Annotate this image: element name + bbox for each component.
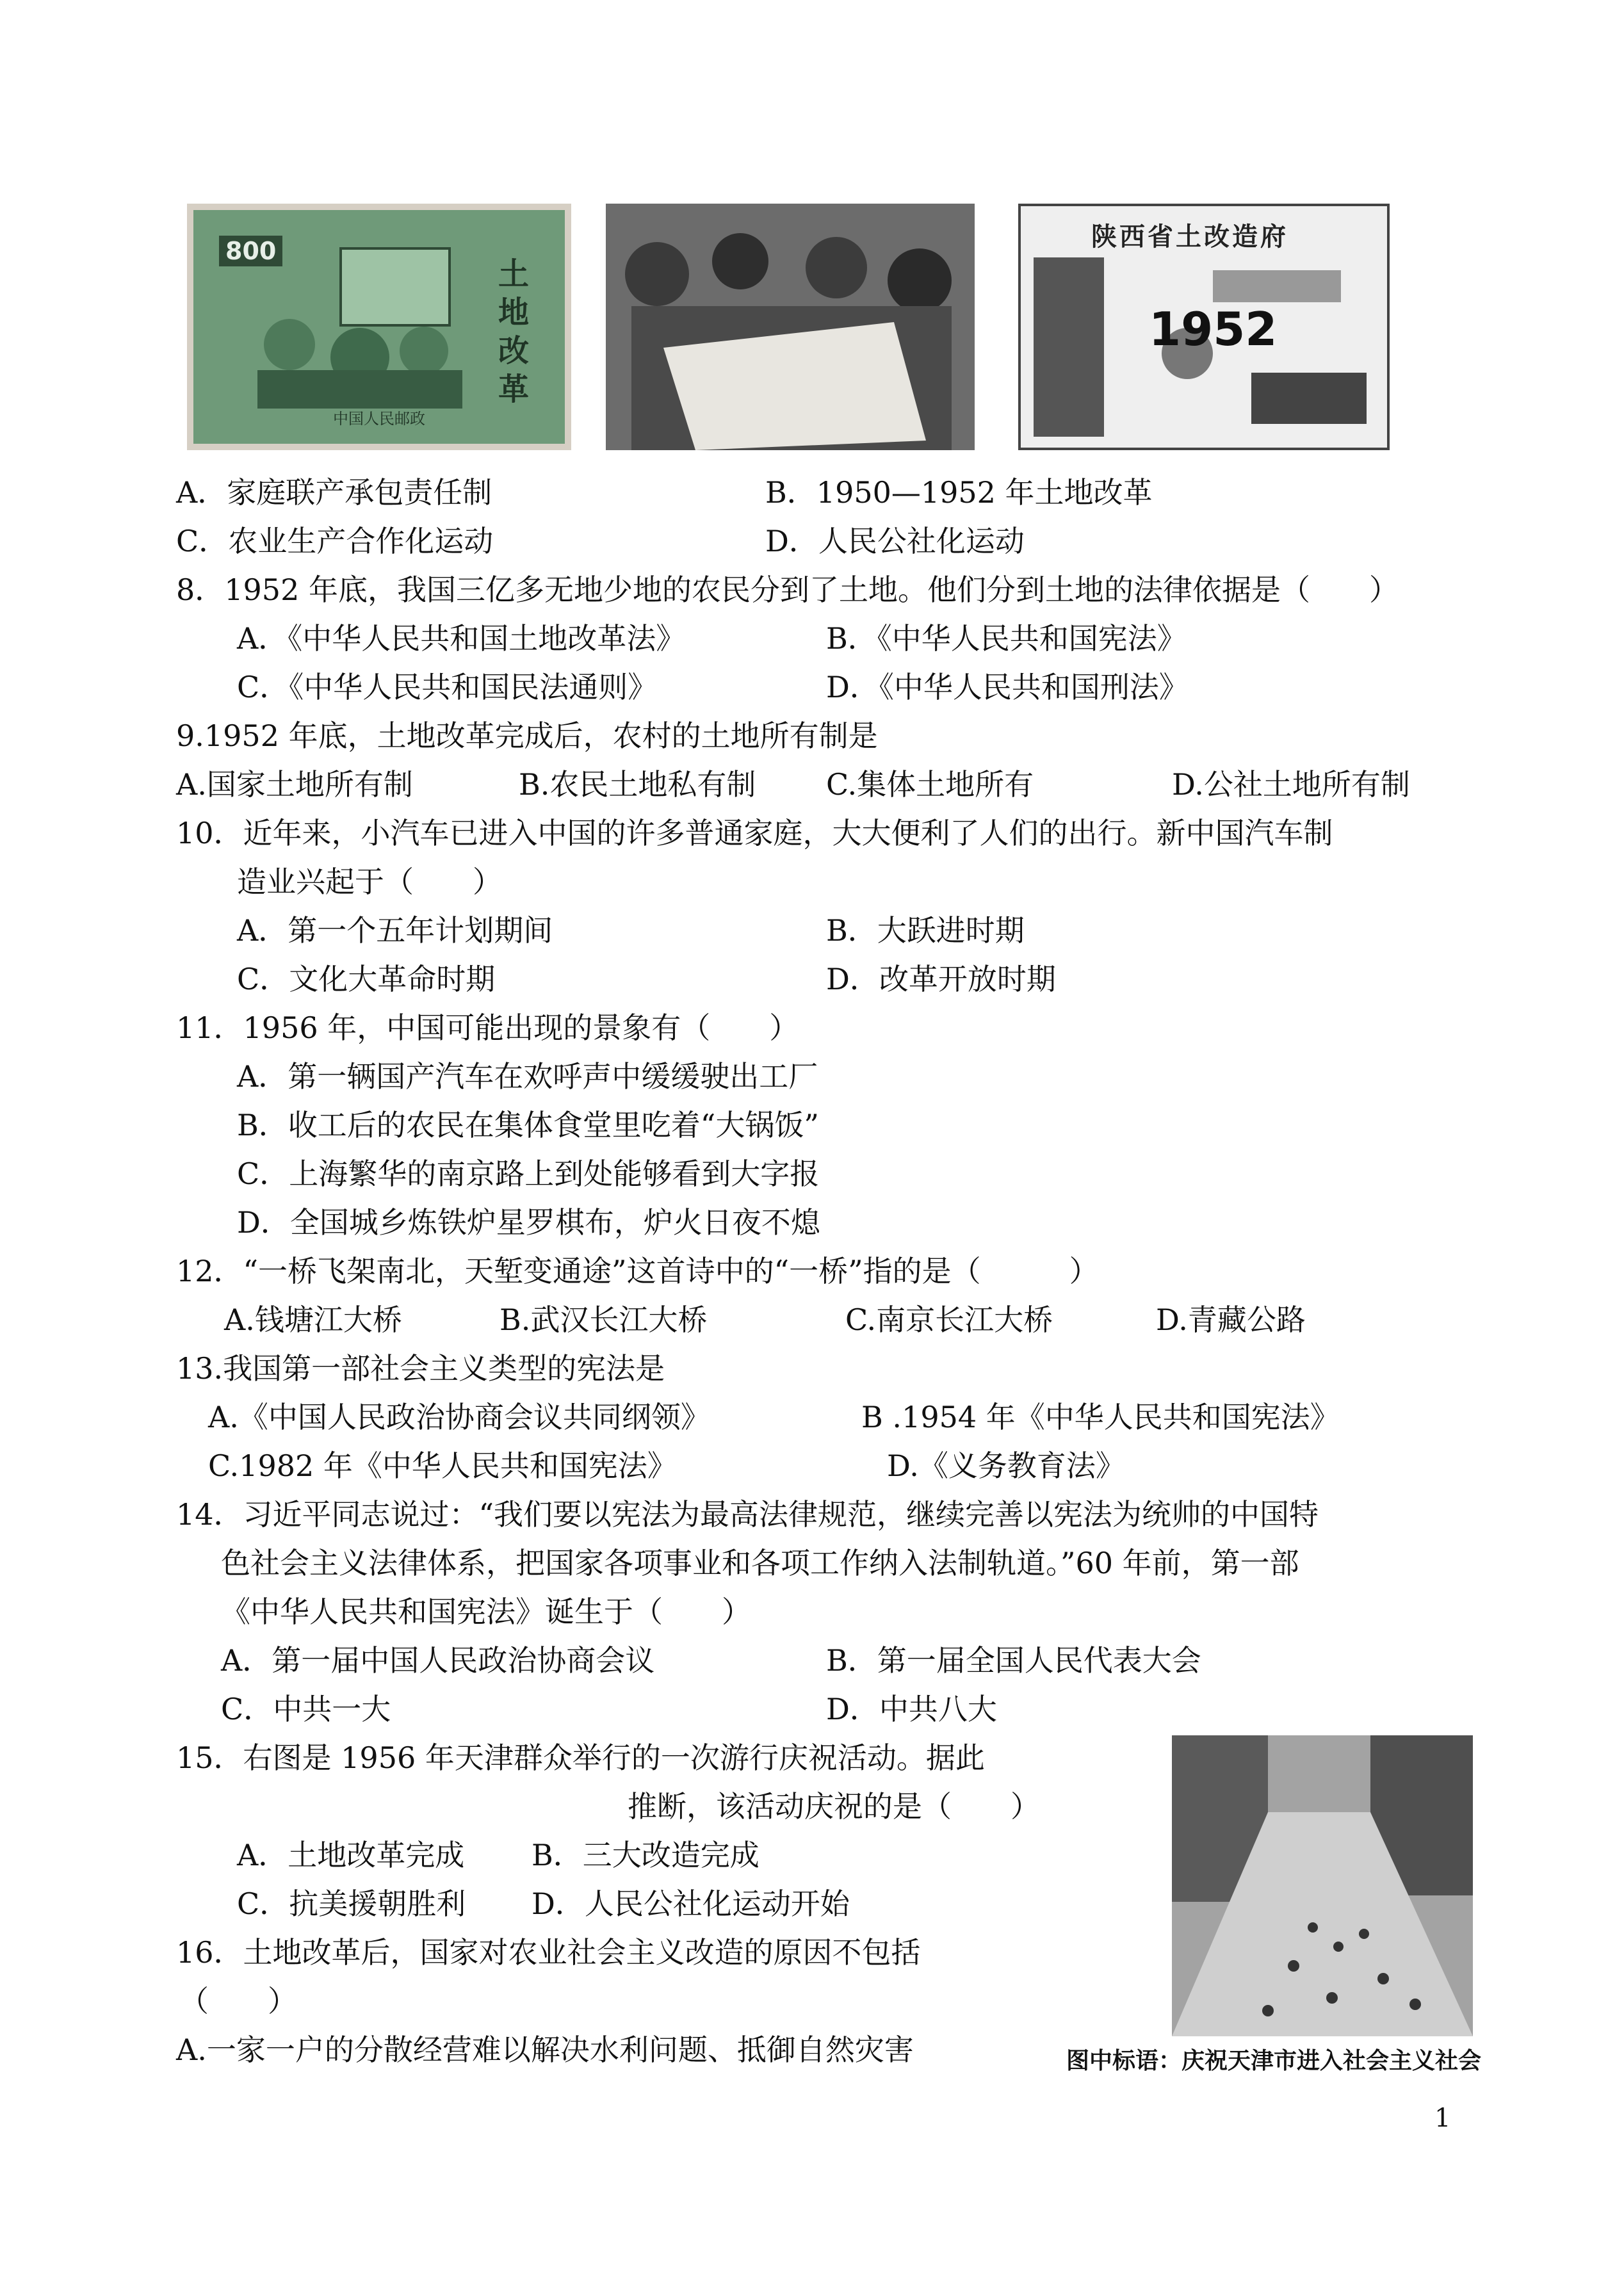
q13-option-b: B .1954 年《中华人民共和国宪法》 [861, 1400, 1340, 1434]
q16-answer-paren: （ ） [179, 1984, 297, 2018]
poster-title: 陕西省土改造府 [1091, 222, 1288, 252]
q12-stem: 12．“一桥飞架南北，天堑变通途”这首诗中的“一桥”指的是（ ） [176, 1254, 1099, 1288]
crowd-photo-graphic [606, 204, 975, 450]
q7-option-a: A．家庭联产承包责任制 [176, 475, 492, 510]
q11-option-a: A．第一辆国产汽车在欢呼声中缓缓驶出工厂 [237, 1059, 818, 1094]
q14-option-d: D．中共八大 [826, 1692, 997, 1726]
q15-option-b: B．三大改造完成 [532, 1838, 759, 1872]
q8-option-c: C．《中华人民共和国民法通则》 [237, 670, 658, 704]
stamp-vertical-text: 土地改革 [498, 256, 529, 407]
page-number: 1 [1434, 2104, 1451, 2133]
q11-option-d: D．全国城乡炼铁炉星罗棋布，炉火日夜不熄 [237, 1205, 820, 1240]
q15-option-d: D．人民公社化运动开始 [532, 1886, 850, 1921]
q10-option-b: B．大跃进时期 [826, 913, 1025, 948]
q12-option-d: D.青藏公路 [1156, 1302, 1306, 1337]
q9-option-b: B.农民土地私有制 [519, 767, 756, 802]
q12-option-b: B.武汉长江大桥 [499, 1302, 708, 1337]
q14-stem-line2: 色社会主义法律体系，把国家各项事业和各项工作纳入法制轨道。”60 年前，第一部 [221, 1546, 1299, 1580]
q8-option-a: A．《中华人民共和国土地改革法》 [237, 621, 686, 656]
q15-stem-line2: 推断，该活动庆祝的是（ ） [628, 1789, 1040, 1824]
q8-stem: 8．1952 年底，我国三亿多无地少地的农民分到了土地。他们分到土地的法律依据是（ ） [176, 572, 1399, 607]
q7-option-d: D．人民公社化运动 [765, 524, 1025, 558]
q14-option-c: C．中共一大 [221, 1692, 391, 1726]
poster-year: 1952 [1149, 302, 1278, 356]
q16-stem: 16．土地改革后，国家对农业社会主义改造的原因不包括 [176, 1935, 921, 1970]
land-reform-stamp-image [187, 204, 571, 450]
q12-option-c: C.南京长江大桥 [845, 1302, 1053, 1337]
q14-stem-line1: 14．习近平同志说过：“我们要以宪法为最高法律规范，继续完善以宪法为统帅的中国特 [176, 1497, 1319, 1532]
q10-stem-line1: 10．近年来，小汽车已进入中国的许多普通家庭，大大便利了人们的出行。新中国汽车制 [176, 816, 1333, 850]
q11-option-c: C．上海繁华的南京路上到处能够看到大字报 [237, 1156, 820, 1191]
q9-option-c: C.集体土地所有 [826, 767, 1034, 802]
q13-option-d: D.《义务教育法》 [887, 1448, 1125, 1483]
q7-option-b: B．1950—1952 年土地改革 [765, 475, 1153, 510]
q11-stem: 11．1956 年，中国可能出现的景象有（ ） [176, 1010, 799, 1045]
stamp-footer: 中国人民邮政 [333, 410, 425, 428]
tianjin-photo-caption: 图中标语：庆祝天津市进入社会主义社会 [1066, 2048, 1482, 2074]
q12-option-a: A.钱塘江大桥 [224, 1302, 402, 1337]
parade-photo-graphic [1172, 1735, 1473, 2036]
q14-stem-line3: 《中华人民共和国宪法》诞生于（ ） [221, 1594, 751, 1629]
q10-option-d: D．改革开放时期 [826, 962, 1056, 996]
tianjin-parade-photo [1172, 1735, 1473, 2036]
newspaper-crowd-photo [606, 204, 975, 450]
q9-option-a: A.国家土地所有制 [176, 767, 413, 802]
q13-stem: 13.我国第一部社会主义类型的宪法是 [176, 1351, 665, 1386]
q8-option-b: B．《中华人民共和国宪法》 [826, 621, 1187, 656]
stamp-value: 800 [219, 236, 282, 266]
q9-stem: 9.1952 年底，土地改革完成后，农村的土地所有制是 [176, 718, 878, 753]
q10-option-c: C．文化大革命时期 [237, 962, 496, 996]
q15-option-c: C．抗美援朝胜利 [237, 1886, 466, 1921]
q15-stem-line1: 15．右图是 1956 年天津群众举行的一次游行庆祝活动。据此 [176, 1740, 985, 1775]
q13-option-c: C.1982 年《中华人民共和国宪法》 [208, 1448, 677, 1483]
q8-option-d: D．《中华人民共和国刑法》 [826, 670, 1189, 704]
q9-option-d: D.公社土地所有制 [1172, 767, 1410, 802]
q11-option-b: B．收工后的农民在集体食堂里吃着“大锅饭” [237, 1108, 819, 1142]
q10-stem-line2: 造业兴起于（ ） [237, 864, 502, 899]
q14-option-b: B．第一届全国人民代表大会 [826, 1643, 1201, 1678]
land-reform-poster-image [1018, 204, 1390, 450]
q7-option-c: C．农业生产合作化运动 [176, 524, 494, 558]
q10-option-a: A．第一个五年计划期间 [237, 913, 553, 948]
q13-option-a: A.《中国人民政治协商会议共同纲领》 [208, 1400, 710, 1434]
q15-option-a: A．土地改革完成 [237, 1838, 465, 1872]
q14-option-a: A．第一届中国人民政治协商会议 [221, 1643, 655, 1678]
q16-option-a: A.一家一户的分散经营难以解决水利问题、抵御自然灾害 [176, 2032, 914, 2067]
